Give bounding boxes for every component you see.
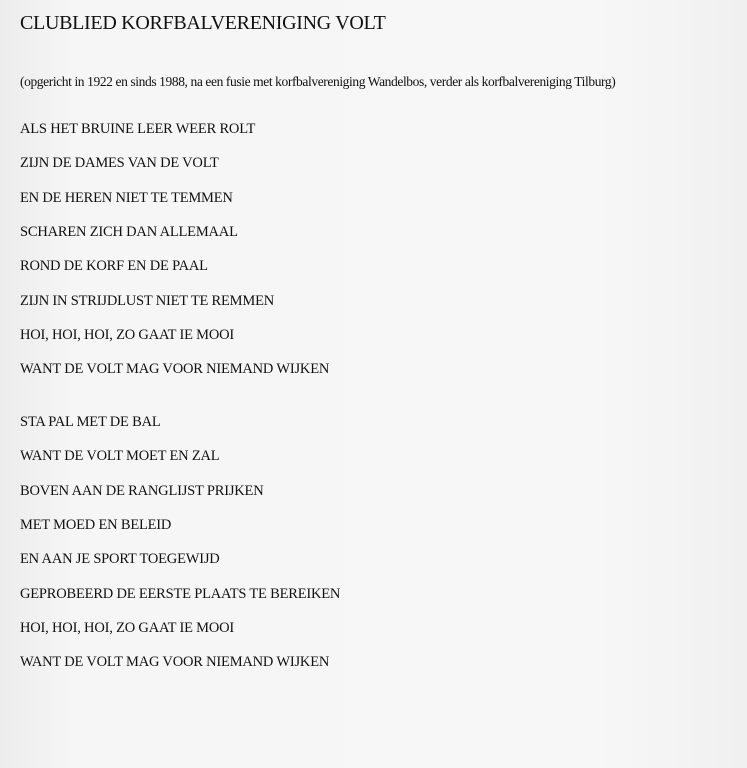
lyric-line: WANT DE VOLT MOET EN ZAL xyxy=(20,448,220,465)
lyric-line: HOI, HOI, HOI, ZO GAAT IE MOOI xyxy=(20,619,235,636)
lyric-line: EN DE HEREN NIET TE TEMMEN xyxy=(20,189,233,206)
lyric-line: ALS HET BRUINE LEER WEER ROLT xyxy=(20,121,256,137)
lyric-line: EN AAN JE SPORT TOEGEWIJD xyxy=(20,551,220,568)
lyric-line: WANT DE VOLT MAG VOOR NIEMAND WIJKEN xyxy=(20,654,330,671)
lyric-line: STA PAL MET DE BAL xyxy=(20,414,161,430)
lyric-line: BOVEN AAN DE RANGLIJST PRIJKEN xyxy=(20,482,264,499)
lyric-line: SCHAREN ZICH DAN ALLEMAAL xyxy=(20,223,238,240)
lyric-line: HOI, HOI, HOI, ZO GAAT IE MOOI xyxy=(20,326,235,343)
intro-text: (opgericht in 1922 en sinds 1988, na een fusie met korfbalvereniging Wandelbos, verder als korfbalvereniging Tilburg) xyxy=(20,74,616,89)
lyric-line: ROND DE KORF EN DE PAAL xyxy=(20,258,208,275)
lyric-line: ZIJN IN STRIJDLUST NIET TE REMMEN xyxy=(20,292,274,309)
lyric-line: GEPROBEERD DE EERSTE PLAATS TE BEREIKEN xyxy=(20,585,341,602)
lyric-line: MET MOED EN BELEID xyxy=(20,516,172,533)
document-title: CLUBLIED KORFBALVERENIGING VOLT xyxy=(20,12,386,34)
lyric-line: WANT DE VOLT MAG VOOR NIEMAND WIJKEN xyxy=(20,361,330,378)
lyric-line: ZIJN DE DAMES VAN DE VOLT xyxy=(20,155,219,172)
